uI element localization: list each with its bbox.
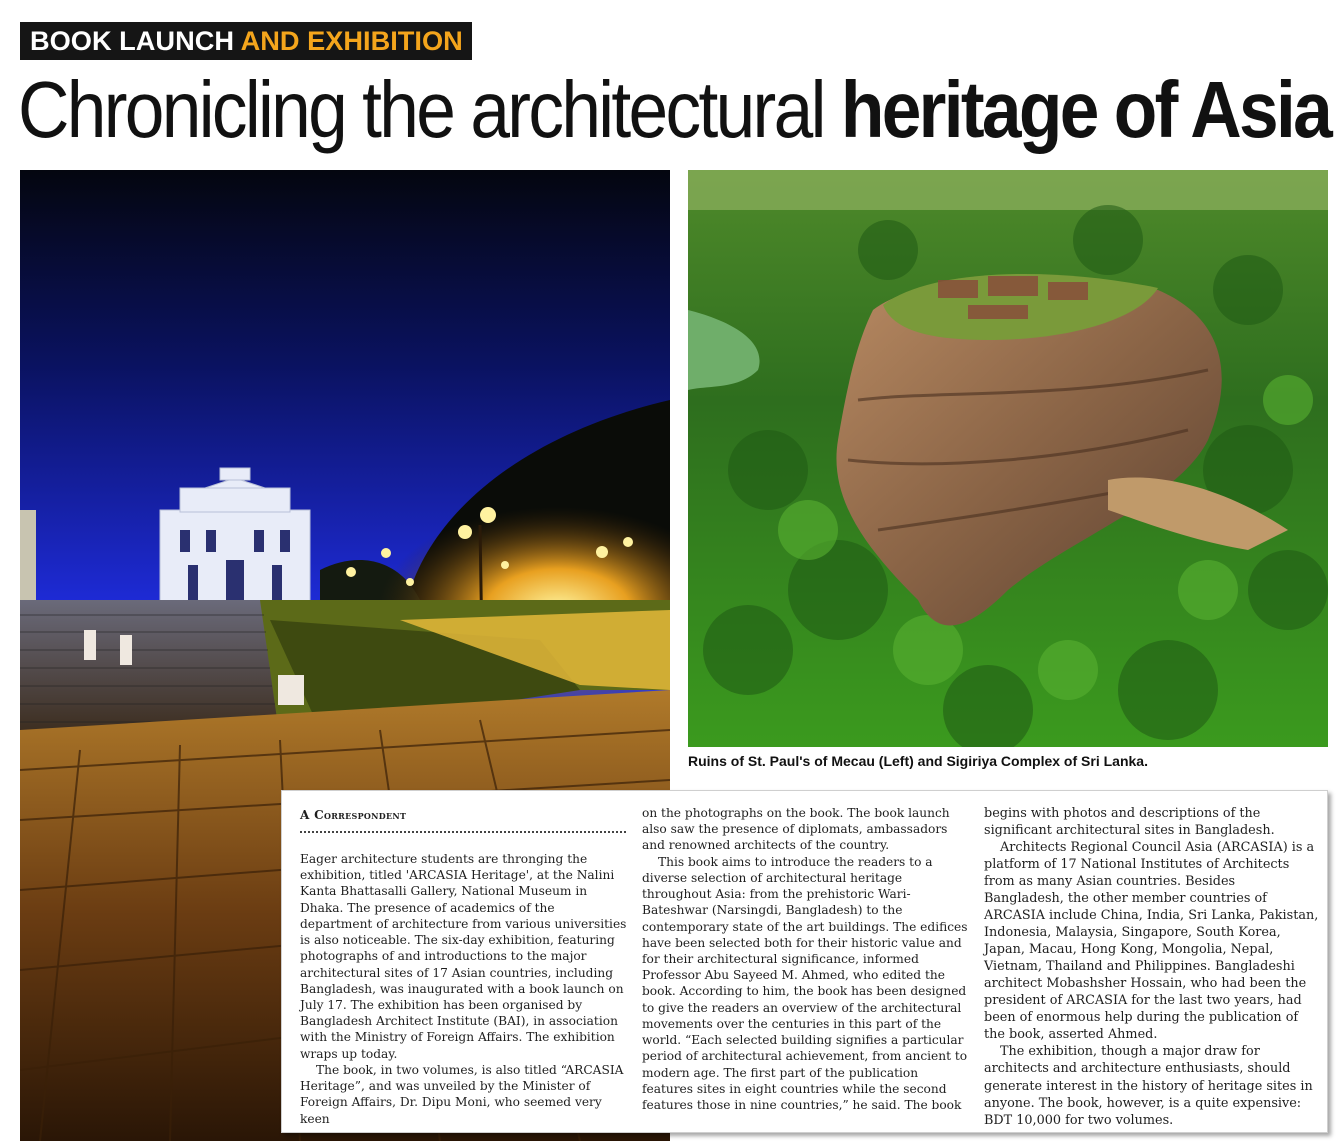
photo-caption: Ruins of St. Paul's of Mecau (Left) and Sigiriya Complex of Sri Lanka. bbox=[688, 753, 1148, 769]
byline-divider bbox=[300, 831, 626, 833]
paragraph: The book, in two volumes, is also titled “ARCASIA Heritage”, and was unveiled by the Minister of Foreign Affairs, Dr. Dipu Moni, who seemed very keen bbox=[300, 1062, 624, 1126]
article-column-1 bbox=[300, 805, 630, 1127]
article-column-3 bbox=[984, 805, 1319, 1129]
headline-bold: heritage of Asia bbox=[840, 65, 1331, 154]
paragraph: begins with photos and descriptions of the significant architectural sites in Bangladesh. bbox=[984, 806, 1275, 839]
paragraph: Eager architecture students are thronging the exhibition, titled 'ARCASIA Heritage', at the Nalini Kanta Bhattasalli Gallery, National Museum in Dhaka. The presence of academics of the department of architecture from various universities is also noticeable. The six-day exhibition, featuring photographs of and introductions to the major architectural sites of 17 Asian countries, including Bangladesh, was inaugurated with a book launch on July 17. The exhibition has been organised by Bangladesh Architect Institute (BAI), in association with the Ministry of Foreign Affairs. The exhibition wraps up today. bbox=[300, 852, 627, 1061]
section-kicker bbox=[20, 22, 472, 60]
kicker-part2: AND EXHIBITION bbox=[240, 25, 463, 56]
paragraph: This book aims to introduce the readers to a diverse selection of architectural heritage throughout Asia: from the prehistoric Wari-Bateshwar (Narsingdi, Bangladesh) to the contemporary state of the art buildings. The edifices have been selected both for their historic value and for their architectural significance, informed Professor Abu Sayeed M. Ahmed, who edited the book. According to him, the book has been designed to give the readers an overview of the architectural movements over the centuries in this part of the world. “Each selected building signifies a particular period of architectural achievement, from ancient to modern age. The first part of the publication features sites in eight countries while the second features those in nine countries,” he said. The book bbox=[642, 854, 968, 1112]
article-column-2 bbox=[642, 805, 972, 1113]
paragraph: Architects Regional Council Asia (ARCASIA) is a platform of 17 National Institutes of Architects from as many Asian countries. Besides Bangladesh, the other member countries of ARCASIA include China, India, Sri Lanka, Pakistan, Indonesia, Malaysia, Singapore, South Korea, Japan, Macau, Hong Kong, Mongolia, Nepal, Vietnam, Thailand and Philippines. Bangladeshi architect Mobashsher Hossain, who had been the president of ARCASIA for the last two years, had been of enormous help during the publication of the book, asserted Ahmed. bbox=[984, 840, 1319, 1043]
photo-sigiriya bbox=[688, 170, 1328, 747]
kicker-part1: BOOK LAUNCH bbox=[30, 25, 235, 56]
byline: A Correspondent bbox=[300, 808, 407, 822]
paragraph: The exhibition, though a major draw for architects and architecture enthusiasts, should generate interest in the history of heritage sites in anyone. The book, however, is a quite expensive: BDT 10,000 for two volumes. bbox=[984, 1044, 1313, 1128]
article-box bbox=[281, 790, 1328, 1133]
headline bbox=[18, 62, 1331, 158]
paragraph: on the photographs on the book. The book launch also saw the presence of diplomats, ambassadors and renowned architects of the country. bbox=[642, 806, 950, 853]
headline-light: Chronicling the architectural bbox=[18, 65, 824, 154]
